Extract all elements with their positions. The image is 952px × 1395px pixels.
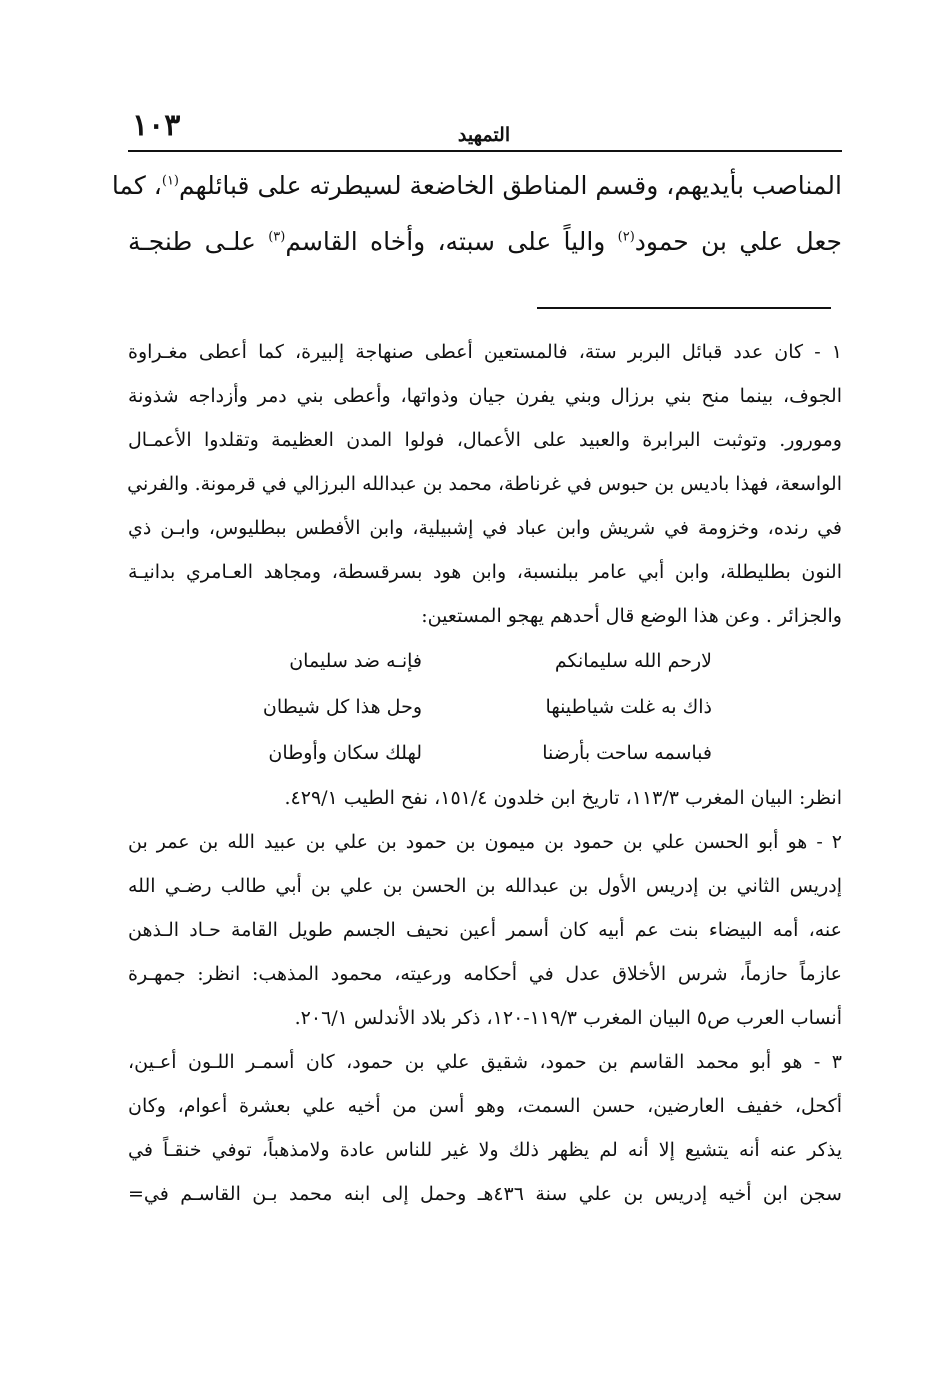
footnote-1-line: الجوف، بينما منح بني برزال وبني يفرن جيان وذواتها، وأعطى بني دمر وأزداجه شذونة — [128, 385, 842, 407]
footnote-3-line: أكحل، خفيف العارضين، حسن السمت، وهو أسن من أخيه علي بعشرة أعوام، وكان — [128, 1095, 842, 1117]
footnote-1-line: في رنده، وخزومة في شريش وابن عباد في إشبيلية، وابن الأفطس ببطليوس، وابـن ذي — [128, 517, 842, 539]
verse-first-hemistich: فباسمه ساحت بأرضنا — [542, 742, 712, 764]
footnote-2-line: عازماً حازماً، شرس الأخلاق عدل في أحكامه ورعيته، محمود المذهب: انظر: جمهـرة — [128, 963, 842, 985]
header-rule — [128, 150, 842, 152]
verse-first-hemistich: ذاك به غلت شياطينها — [545, 696, 712, 718]
poem-verse — [128, 684, 842, 730]
footnote-2-line: إدريس الثاني بن إدريس الأول بن عبدالله بن الحسن بن علي بن أبي طالب رضـي الله — [128, 875, 842, 897]
footnote-ref: (٣) — [268, 229, 286, 245]
verse-second-hemistich: لهلك سكان وأوطان — [268, 742, 422, 764]
main-text — [111, 158, 842, 270]
footnote-separator — [537, 307, 831, 309]
footnotes — [128, 330, 842, 1216]
footnote-1-line: الواسعة، فهذا باديس بن حبوس في غرناطة، محمد بن عبدالله البرزالي في قرمونة. والفرني — [127, 473, 842, 495]
footnote-3-line: ٣ - هو أبو محمد القاسم بن حمود، شقيق علي بن حمود، كان أسمـر اللـون أعـين، — [128, 1051, 842, 1073]
verse-first-hemistich: لارحم الله سليمانكم — [554, 650, 712, 672]
footnote-3-line: يذكر عنه أنه يتشيع إلا أنه لم يظهر ذلك ولا غير للناس عادة ولامذهباً، توفي خنقـاً في — [128, 1139, 842, 1161]
running-title: التمهيد — [457, 124, 511, 146]
footnote-1-reference: انظر: البيان المغرب ١١٣/٣، تاريخ ابن خلدون ١٥١/٤، نفح الطيب ٤٢٩/١. — [284, 787, 842, 809]
verse-second-hemistich: وحل هذا كل شيطان — [262, 696, 422, 718]
poem-verse — [128, 638, 842, 684]
page-number: ١٠٣ — [132, 108, 181, 143]
footnote-1-line: ١ - كان عدد قبائل البربر ستة، فالمستعين أعطى صنهاجة إلبيرة، كما أعطى مغـراوة — [128, 341, 842, 363]
poem-verse — [128, 730, 842, 776]
footnote-3-line: سجن ابن أخيه إدريس بن علي سنة ٤٣٦هـ وحمل إلى ابنه محمد بـن القاسـم في= — [128, 1183, 842, 1205]
footnote-1-line: والجزائر . وعن هذا الوضع قال أحدهم يهجو المستعين: — [421, 605, 842, 627]
verse-second-hemistich: فإنـه ضد سليمان — [289, 650, 422, 672]
footnote-ref: (١) — [161, 173, 179, 189]
footnote-1-line: النون بطليطلة، وابن أبي عامر ببلنسبة، وابن هود بسرقسطة، ومجاهد العـامري بدانيـة — [128, 561, 842, 583]
footnote-2-line: أنساب العرب ص٥ البيان المغرب ١١٩/٣-١٢٠، ذكر بلاد الأندلس ٢٠٦/١. — [294, 1007, 842, 1029]
main-line: جعل علي بن حمود$^{(٢)}$ والياً على سبته، وأخاه القاسم$^{(٣)}$ علـى طنجـة — [128, 227, 842, 256]
main-line: المناصب بأيديهم، وقسم المناطق الخاضعة لسيطرته على قبائلهم$^{(١)}$، كما — [111, 171, 842, 200]
page-header — [128, 108, 840, 152]
footnote-2-line: عنه، أمه البيضاء بنت عم أبيه كان أسمر أعين نحيف الجسم طويل القامة حـاد الـذهن — [128, 919, 842, 941]
footnote-1-line: ومورور. وتوثبت البرابرة والعبيد على الأعمال، فولوا المدن العظيمة وتقلدوا الأعمـال — [128, 429, 842, 451]
footnote-2-line: ٢ - هو أبو الحسن علي بن حمود بن ميمون بن حمود بن علي بن عبيد الله بن عمر بن — [128, 831, 842, 853]
footnote-ref: (٢) — [617, 229, 635, 245]
